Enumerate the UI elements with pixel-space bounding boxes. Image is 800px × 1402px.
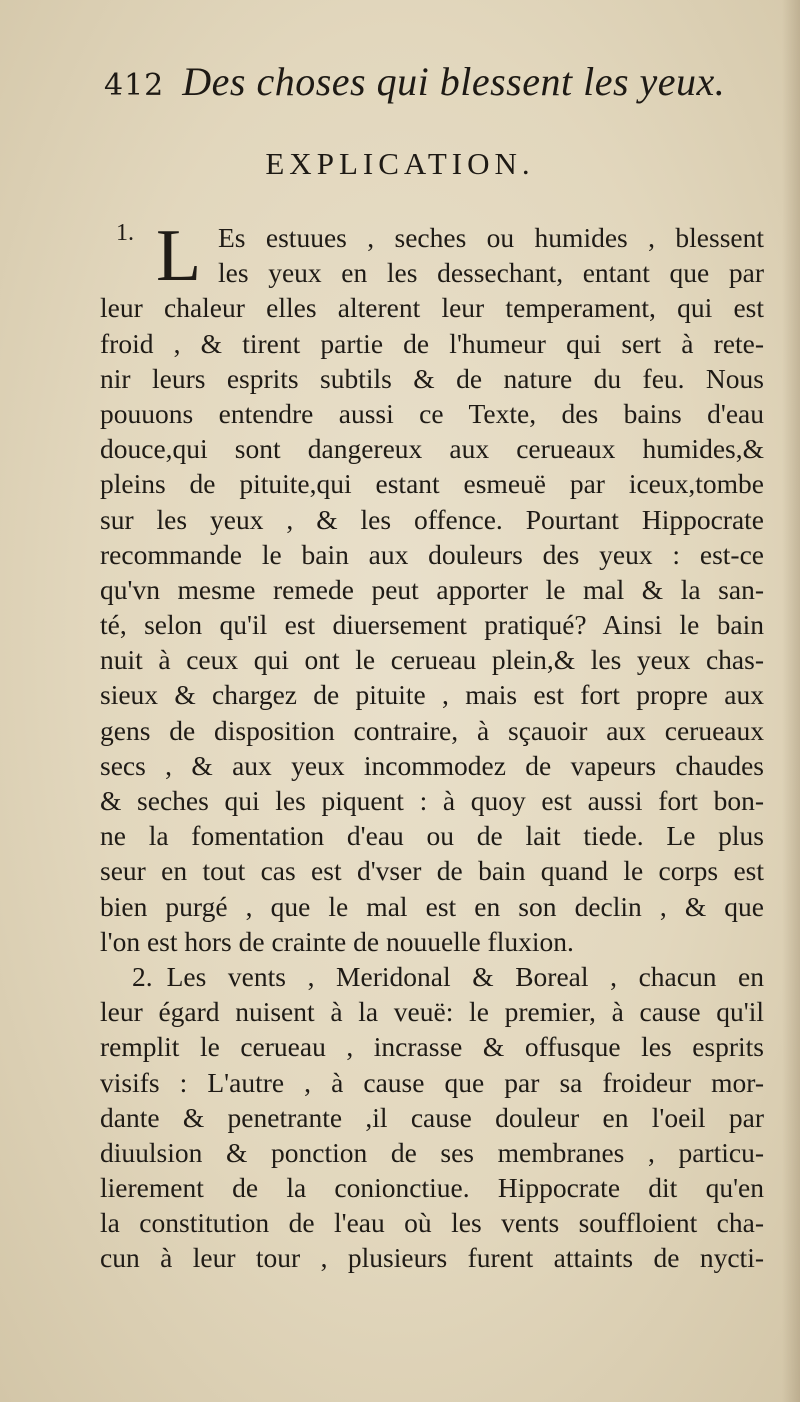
text-line: remplit le cerueau , incrasse & offusque les esprits bbox=[100, 1031, 764, 1063]
drop-cap: L bbox=[156, 215, 202, 297]
text-line: seur en tout cas est d'vser de bain quand le corps est bbox=[100, 855, 764, 887]
text-line: l'on est hors de crainte de nouuelle fluxion. bbox=[100, 925, 574, 957]
text-line: qu'vn mesme remede peut apporter le mal & la san- bbox=[100, 573, 764, 605]
paragraph-2-first-line bbox=[100, 959, 764, 994]
paragraph-1 bbox=[100, 215, 764, 959]
section-heading: EXPLICATION. bbox=[265, 146, 535, 181]
text-line: ne la fomentation d'eau ou de lait tiede. Le plus bbox=[100, 820, 764, 852]
text-line: les yeux en les dessechant, entant que par bbox=[218, 257, 764, 289]
text-line: douce,qui sont dangereux aux cerueaux humides,& bbox=[100, 433, 764, 465]
text-line: nir leurs esprits subtils & de nature du feu. Nous bbox=[100, 362, 764, 394]
text-line: pouuons entendre aussi ce Texte, des bains d'eau bbox=[100, 397, 764, 429]
text-line: recommande le bain aux douleurs des yeux : est-ce bbox=[100, 538, 764, 570]
text-line: visifs : L'autre , à cause que par sa froideur mor- bbox=[100, 1066, 764, 1098]
running-title: Des choses qui blessent les yeux. bbox=[182, 59, 726, 104]
text-line: sieux & chargez de pituite , mais est fort propre aux bbox=[100, 679, 764, 711]
text-line: té, selon qu'il est diuersement pratiqué? Ainsi le bain bbox=[100, 609, 764, 641]
text-line: cun à leur tour , plusieurs furent attaints de nycti- bbox=[100, 1242, 764, 1274]
text-line: diuulsion & ponction de ses membranes , particu- bbox=[100, 1136, 764, 1168]
text-line-content: Les vents , Meridonal & Boreal , chacun en bbox=[166, 960, 764, 992]
text-line: leur égard nuisent à la veuë: le premier, à cause qu'il bbox=[100, 996, 764, 1028]
text-line: gens de disposition contraire, à sçauoir aux cerueaux bbox=[100, 714, 764, 746]
text-line: leur chaleur elles alterent leur temperament, qui est bbox=[100, 292, 764, 324]
paragraph-2 bbox=[100, 959, 764, 1276]
running-head bbox=[104, 58, 760, 118]
text-line: bien purgé , que le mal est en son declin , & que bbox=[100, 890, 764, 922]
text-line: dante & penetrante ,il cause douleur en l'oeil par bbox=[100, 1101, 764, 1133]
text-line: la constitution de l'eau où les vents souffloient cha- bbox=[100, 1207, 764, 1239]
text-line: & seches qui les piquent : à quoy est aussi fort bon- bbox=[100, 785, 764, 816]
page-edge-shadow bbox=[782, 0, 800, 1402]
text-line: Es estuues , seches ou humides , blessent bbox=[218, 222, 764, 253]
paragraph-number: 1. bbox=[116, 220, 134, 246]
text-line: lierement de la conionctiue. Hippocrate dit qu'en bbox=[100, 1172, 764, 1204]
text-line: nuit à ceux qui ont le cerueau plein,& les yeux chas- bbox=[100, 644, 764, 676]
paragraph-1-opening bbox=[100, 215, 764, 297]
page-number: 412 bbox=[104, 68, 165, 103]
text-line: secs , & aux yeux incommodez de vapeurs chaudes bbox=[100, 749, 764, 781]
text-line: pleins de pituite,qui estant esmeuë par iceux,tombe bbox=[100, 468, 764, 500]
text-line: sur les yeux , & les offence. Pourtant Hippocrate bbox=[100, 503, 764, 535]
body-text bbox=[100, 215, 764, 1276]
text-line: froid , & tirent partie de l'humeur qui sert à rete- bbox=[100, 327, 764, 359]
paragraph-number: 2. bbox=[132, 960, 153, 992]
